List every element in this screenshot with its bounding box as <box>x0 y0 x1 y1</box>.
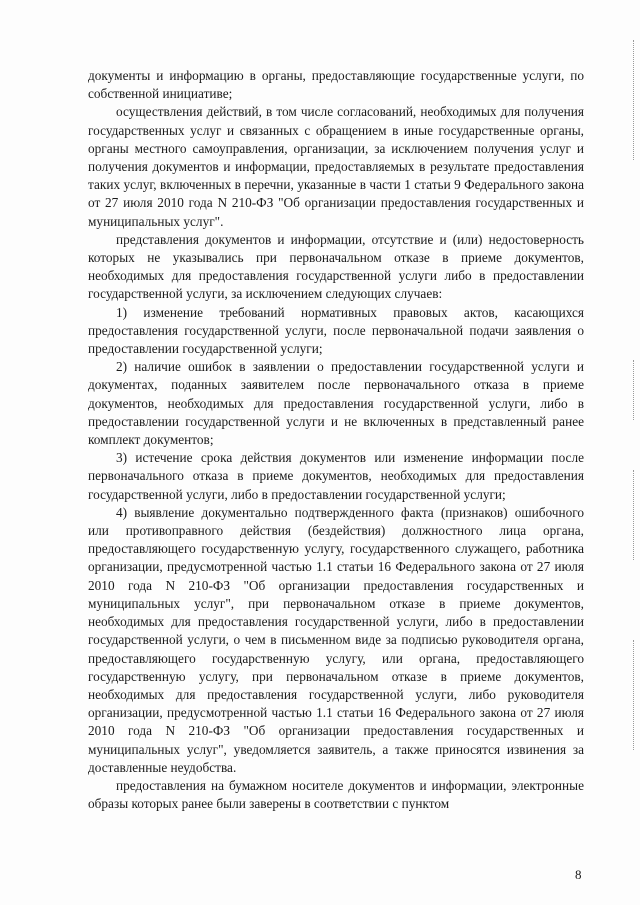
scan-edge-mark <box>632 40 634 160</box>
body-text <box>88 67 584 813</box>
paragraph: представления документов и информации, отсутствие и (или) недостоверность которых не указывались при первоначальном отказе в приеме документов, необходимых для предоставления государственной услуги либо в предоставлении государственной услуги, за исключением следующих случаев: <box>88 231 584 302</box>
paragraph: 2) наличие ошибок в заявлении о предоставлении государственной услуги и документах, поданных заявителем после первоначального отказа в приеме документов, необходимых для предоставления государственной услуги, либо в предоставлении государственной услуги и не включенных в представленный ранее комплект документов; <box>88 359 584 448</box>
paragraph: 4) выявление документально подтвержденного факта (признаков) ошибочного или противоправного действия (бездействия) должностного лица органа, предоставляющего государственную услугу, государственного служащего, работника организации, предусмотренной частью 1.1 статьи 16 Федерального закона от 27 июля 2010 года N 210-ФЗ "Об организации предоставления государственных и муниципальных услуг", при первоначальном отказе в приеме документов, необходимых для предоставления государственной услуги, либо в предоставлении государственной услуги, о чем в письменном виде за подписью руководителя органа, предоставляющего государственную услугу, или органа, предоставляющего государственную услугу, при первоначальном отказе в приеме документов, необходимых для предоставления государственной услуги, либо руководителя организации, предусмотренной частью 1.1 статьи 16 Федерального закона от 27 июля 2010 года N 210-ФЗ "Об организации предоставления государственных и муниципальных услуг", уведомляется заявитель, а также приносятся извинения за доставленные неудобства. <box>88 504 584 775</box>
paragraph: предоставления на бумажном носителе документов и информации, электронные образы которых ранее были заверены в соответствии с пунктом <box>88 777 584 812</box>
scan-edge-mark <box>632 640 634 750</box>
scan-edge-mark <box>632 360 634 420</box>
paragraph: осуществления действий, в том числе согласований, необходимых для получения государственных услуг и связанных с обращением в иные государственные органы, органы местного самоуправления, организации, за исключением получения услуг и получения документов и информации, предоставляемых в результате предоставления таких услуг, включенных в перечни, указанные в части 1 статьи 9 Федерального закона от 27 июля 2010 года N 210-ФЗ "Об организации предоставления государственных и муниципальных услуг". <box>88 104 584 229</box>
scan-edge-mark <box>632 470 634 560</box>
paragraph: документы и информацию в органы, предоставляющие государственные услуги, по собственной инициативе; <box>88 68 584 102</box>
page-number: 8 <box>575 867 582 882</box>
paragraph: 1) изменение требований нормативных правовых актов, касающихся предоставления государственной услуги, после первоначальной подачи заявления о предоставлении государственной услуги; <box>88 304 584 357</box>
paragraph: 3) истечение срока действия документов или изменение информации после первоначального отказа в приеме документов, необходимых для предоставления государственной услуги, либо в предоставлении государственной услуги; <box>88 450 584 502</box>
